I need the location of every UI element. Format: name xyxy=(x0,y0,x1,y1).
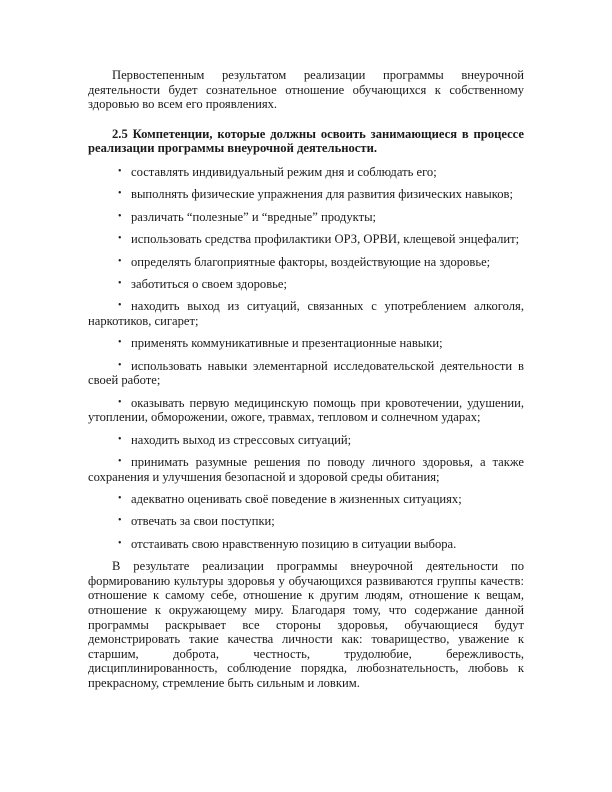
bullet-icon: • xyxy=(118,300,122,312)
list-item-text: отстаивать свою нравственную позицию в ситуации выбора. xyxy=(131,536,457,551)
list-item xyxy=(88,433,524,448)
bullet-icon: • xyxy=(118,277,122,289)
list-item-text: оказывать первую медицинскую помощь при кровотечении, удушении, утоплении, обморожении, ожоге, травмах, тепловом и солнечном ударах; xyxy=(88,395,524,425)
bullet-icon: • xyxy=(118,537,122,549)
closing-paragraph: В результате реализации программы внеурочной деятельности по формированию культуры здоровья у обучающихся развиваются группы качеств: отношение к самому себе, отношение к другим людям, отношение к вещам, отношение к окружающему миру. Благодаря тому, что содержание данной программы раскрывает все стороны здоровья, обучающиеся будут демонстрировать такие качества личности как: товарищество, уважение к старшим, доброта, честность, трудолюбие, бережливость, дисциплинированность, соблюдение порядка, любознательность, любовь к прекрасному, стремление быть сильным и ловким. xyxy=(88,559,524,690)
list-item-text: применять коммуникативные и презентационные навыки; xyxy=(131,336,443,351)
list-item xyxy=(88,210,524,225)
document-page xyxy=(88,68,524,691)
list-item xyxy=(88,232,524,247)
bullet-icon: • xyxy=(118,255,122,267)
list-item-text: различать “полезные” и “вредные” продукты; xyxy=(131,209,377,224)
list-item-text: находить выход из стрессовых ситуаций; xyxy=(131,432,352,447)
list-item xyxy=(88,165,524,180)
bullet-icon: • xyxy=(118,433,122,445)
list-item xyxy=(88,396,524,425)
list-item-text: принимать разумные решения по поводу личного здоровья, а также сохранения и улучшения безопасной и здоровой среды обитания; xyxy=(88,455,524,484)
bullet-icon: • xyxy=(118,210,122,222)
intro-paragraph: Первостепенным результатом реализации программы внеурочной деятельности будет сознательное отношение обучающихся к собственному здоровью во всем его проявлениях. xyxy=(88,68,524,112)
bullet-icon: • xyxy=(118,337,122,349)
bullet-icon: • xyxy=(118,359,122,371)
list-item-text: находить выход из ситуаций, связанных с употреблением алкоголя, наркотиков, сигарет; xyxy=(88,299,524,328)
bullet-icon: • xyxy=(118,396,122,408)
list-item xyxy=(88,514,524,529)
list-item-text: заботиться о своем здоровье; xyxy=(131,276,288,291)
list-item xyxy=(88,537,524,552)
list-item xyxy=(88,299,524,328)
list-item-text: отвечать за свои поступки; xyxy=(131,514,275,529)
bullet-icon: • xyxy=(118,515,122,527)
list-item-text: использовать навыки элементарной исследовательской деятельности в своей работе; xyxy=(88,358,524,388)
list-item xyxy=(88,359,524,388)
section-heading: 2.5 Компетенции, которые должны освоить занимающиеся в процессе реализации программы внеурочной деятельности. xyxy=(88,126,524,156)
bullet-icon: • xyxy=(118,233,122,245)
list-item-text: адекватно оценивать своё поведение в жизненных ситуациях; xyxy=(131,492,462,507)
competencies-list xyxy=(88,165,524,551)
list-item-text: выполнять физические упражнения для развития физических навыков; xyxy=(131,187,513,202)
bullet-icon: • xyxy=(118,188,122,200)
bullet-icon: • xyxy=(118,165,122,177)
bullet-icon: • xyxy=(118,456,122,468)
list-item xyxy=(88,277,524,292)
list-item xyxy=(88,255,524,270)
list-item xyxy=(88,187,524,202)
list-item-text: определять благоприятные факторы, воздействующие на здоровье; xyxy=(131,254,491,269)
list-item-text: составлять индивидуальный режим дня и соблюдать его; xyxy=(131,164,437,179)
list-item xyxy=(88,336,524,351)
list-item xyxy=(88,492,524,507)
bullet-icon: • xyxy=(118,493,122,505)
list-item-text: использовать средства профилактики ОРЗ, ОРВИ, клещевой энцефалит; xyxy=(131,232,520,247)
list-item xyxy=(88,455,524,484)
